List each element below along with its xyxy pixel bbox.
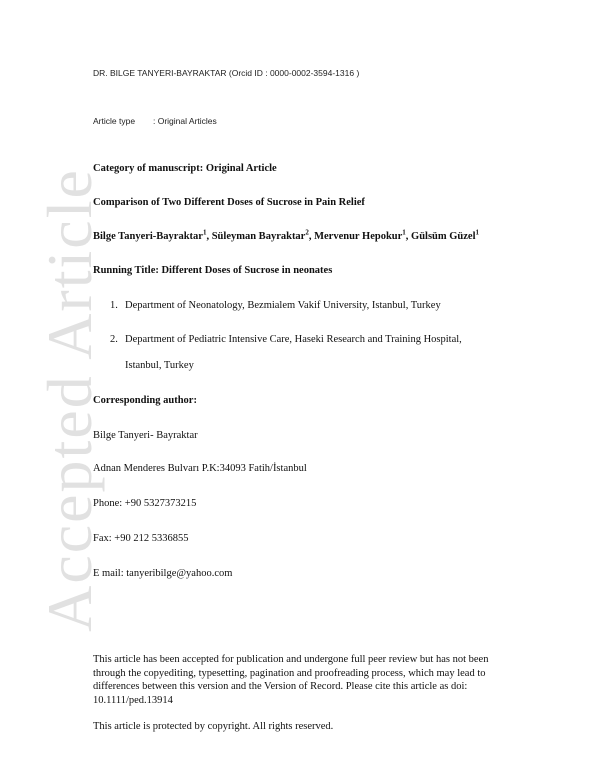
author-list — [93, 228, 480, 242]
author-separator: , — [308, 231, 315, 242]
acceptance-notice: This article has been accepted for publication and undergone full peer review but has not been through the copyediting, typesetting, pagination and proofreading process, which may lead to differences between this version and the Version of Record. Please cite this article as doi: 10.1111/ped.13914 — [93, 654, 489, 706]
affiliation-text: Department of Pediatric Intensive Care, Haseki Research and Training Hospital, — [125, 334, 462, 345]
author-affiliation: 2 — [305, 228, 309, 237]
author-affiliation: 1 — [475, 228, 480, 237]
corresponding-fax: Fax: +90 212 5336855 — [93, 533, 189, 544]
affiliation-number: 2. — [110, 334, 118, 345]
author-name: Bilge Tanyeri-Bayraktar — [93, 231, 203, 242]
author-orcid-line: DR. BILGE TANYERI-BAYRAKTAR (Orcid ID : 0000-0002-3594-1316 ) — [93, 68, 360, 78]
article-title: Comparison of Two Different Doses of Sucrose in Pain Relief — [93, 197, 365, 208]
corresponding-name: Bilge Tanyeri- Bayraktar — [93, 430, 198, 441]
affiliation-text: Department of Neonatology, Bezmialem Vakif University, Istanbul, Turkey — [125, 300, 441, 311]
running-title: Running Title: Different Doses of Sucrose in neonates — [93, 265, 333, 276]
corresponding-email: E mail: tanyeribilge@yahoo.com — [93, 568, 233, 579]
author-separator: , — [405, 231, 412, 242]
affiliation-text-continued: Istanbul, Turkey — [125, 360, 194, 371]
copyright-notice: This article is protected by copyright. All rights reserved. — [93, 721, 334, 732]
author-name: Süleyman Bayraktar — [211, 231, 306, 242]
article-type-label: Article type — [93, 116, 136, 126]
affiliation-number: 1. — [110, 300, 118, 311]
author-name: Gülsüm Güzel — [411, 231, 476, 242]
author-affiliation: 1 — [202, 228, 207, 237]
corresponding-heading: Corresponding author: — [93, 395, 197, 406]
author-name: Mervenur Hepokur — [314, 231, 403, 242]
category-line: Category of manuscript: Original Article — [93, 163, 277, 174]
corresponding-phone: Phone: +90 5327373215 — [93, 498, 197, 509]
author-separator: , — [206, 231, 212, 242]
article-type-value: : Original Articles — [153, 116, 217, 126]
author-affiliation: 1 — [402, 228, 406, 237]
corresponding-address: Adnan Menderes Bulvarı P.K:34093 Fatih/İstanbul — [93, 463, 307, 474]
accepted-article-watermark: Accepted Article — [34, 168, 105, 632]
